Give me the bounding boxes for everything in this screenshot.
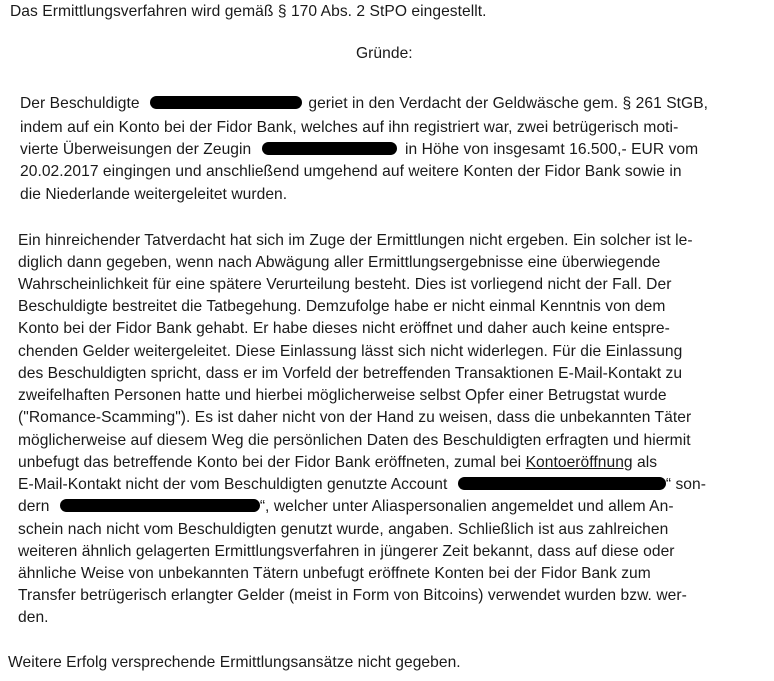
redacted-account-block <box>458 477 666 490</box>
p2-line-11: unbefugt das betreffende Konto bei der Fidor Bank eröffneten, zumal bei Kontoeröffnung als <box>18 454 658 471</box>
p1-line-3: vierte Überweisungen der Zeugin in Höhe von insgesamt 16.500,- EUR vom <box>20 141 699 158</box>
intro-line: Das Ermittlungsverfahren wird gemäß § 170 Abs. 2 StPO eingestellt. <box>10 3 487 20</box>
redacted-alias-account-block <box>60 499 260 512</box>
p2-line-3: Wahrscheinlichkeit für eine spätere Verurteilung besteht. Dies ist vorliegend nicht der Fall. Der <box>18 276 672 293</box>
p2-line-18: den. <box>18 609 49 626</box>
p2-line-6: chenden Gelder weitergeleitet. Diese Einlassung lässt sich nicht widerlegen. Für die Einlassung <box>18 343 683 360</box>
p2-line-9: ("Romance-Scamming"). Es ist daher nicht von der Hand zu weisen, dass die unbekannten Täter <box>18 409 692 426</box>
p2-line-17: Transfer betrügerisch erlangter Gelder (meist in Form von Bitcoins) verwendet wurden bzw. wer- <box>18 587 687 604</box>
redacted-name-block <box>150 96 302 109</box>
p2-line-8: zweifelhaften Personen hatte und hierbei möglicherweise selbst Opfer einer Betrugstat wurde <box>18 387 667 404</box>
redacted-witness-block <box>262 142 397 155</box>
p2-line-10: möglicherweise auf diesem Weg die persönlichen Daten des Beschuldigten erfragten und hiermit <box>18 432 691 449</box>
p2-line-2: diglich dann gegeben, wenn nach Abwägung aller Ermittlungsergebnisse eine überwiegende <box>18 254 661 271</box>
p2-line-15: weiteren ähnlich gelagerten Ermittlungsverfahren in jüngerer Zeit bekannt, dass auf diese oder <box>18 543 675 560</box>
p2-line-12: E-Mail-Kontakt nicht der vom Beschuldigten genutzte Account “ son- <box>18 476 706 493</box>
p2-line-5: Konto bei der Fidor Bank gehabt. Er habe dieses nicht eröffnet und daher auch keine entspre- <box>18 320 670 337</box>
p1-line-2: indem auf ein Konto bei der Fidor Bank, welches auf ihn registriert war, zwei betrügerisch moti- <box>20 119 679 136</box>
p1-line-1: Der Beschuldigte geriet in den Verdacht der Geldwäsche gem. § 261 StGB, <box>20 95 709 112</box>
p2-line-16: ähnliche Weise von unbekannten Tätern unbefugt eröffnete Konten bei der Fidor Bank zum <box>18 565 651 582</box>
p2-line-1: Ein hinreichender Tatverdacht hat sich im Zuge der Ermittlungen nicht ergeben. Ein solcher ist le- <box>18 232 693 249</box>
p2-line-13: dern “, welcher unter Aliaspersonalien angemeldet und allem An- <box>18 498 674 515</box>
closing-line: Weitere Erfolg versprechende Ermittlungsansätze nicht gegeben. <box>8 654 461 671</box>
section-heading: Gründe: <box>356 45 413 62</box>
p2-line-7: des Beschuldigten spricht, dass er im Vorfeld der betreffenden Transaktionen E-Mail-Kontakt zu <box>18 365 683 382</box>
p2-line-14: schein nach nicht vom Beschuldigten genutzt wurde, angaben. Schließlich ist aus zahlreichen <box>18 521 669 538</box>
p2-line-4: Beschuldigte bestreitet die Tatbegehung. Demzufolge habe er nicht einmal Kenntnis von dem <box>18 298 666 315</box>
p1-line-4: 20.02.2017 eingingen und anschließend umgehend auf weitere Konten der Fidor Bank sowie in <box>20 163 682 180</box>
p1-line-5: die Niederlande weitergeleitet wurden. <box>20 186 288 203</box>
